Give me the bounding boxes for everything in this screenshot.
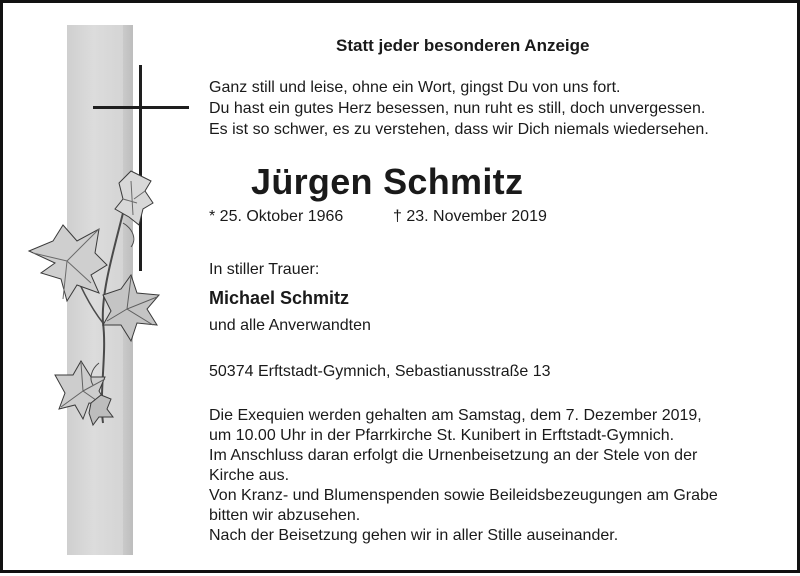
details-line: Nach der Beisetzung gehen wir in aller Stille auseinander. xyxy=(209,527,619,544)
cross-icon xyxy=(93,65,189,271)
address: 50374 Erftstadt-Gymnich, Sebastianusstraße 13 xyxy=(209,363,551,380)
mourner-others: und alle Anverwandten xyxy=(209,317,371,334)
details-line: bitten wir abzusehen. xyxy=(209,507,361,524)
birth-date: * 25. Oktober 1966 xyxy=(209,208,344,225)
poem-block xyxy=(209,77,709,140)
poem-line: Du hast ein gutes Herz besessen, nun ruht es still, doch unvergessen. xyxy=(209,100,706,117)
details-line: um 10.00 Uhr in der Pfarrkirche St. Kunibert in Erftstadt-Gymnich. xyxy=(209,427,675,444)
mourner-name: Michael Schmitz xyxy=(209,288,350,308)
death-date: † 23. November 2019 xyxy=(393,208,547,225)
poem-line: Ganz still und leise, ohne ein Wort, gingst Du von uns fort. xyxy=(209,79,621,96)
details-line: Kirche aus. xyxy=(209,467,290,484)
notice-heading: Statt jeder besonderen Anzeige xyxy=(336,36,590,55)
life-dates xyxy=(209,208,547,226)
ivy-leaves-icon xyxy=(29,171,159,425)
funeral-details xyxy=(209,406,718,546)
details-line: Von Kranz- und Blumenspenden sowie Beileidsbezeugungen am Grabe xyxy=(209,487,718,504)
poem-line: Es ist so schwer, es zu verstehen, dass wir Dich niemals wiedersehen. xyxy=(209,121,709,138)
details-line: Die Exequien werden gehalten am Samstag, dem 7. Dezember 2019, xyxy=(209,407,702,424)
details-line: Im Anschluss daran erfolgt die Urnenbeisetzung an der Stele von der xyxy=(209,447,698,464)
deceased-name: Jürgen Schmitz xyxy=(251,161,524,202)
mourning-intro: In stiller Trauer: xyxy=(209,261,320,278)
